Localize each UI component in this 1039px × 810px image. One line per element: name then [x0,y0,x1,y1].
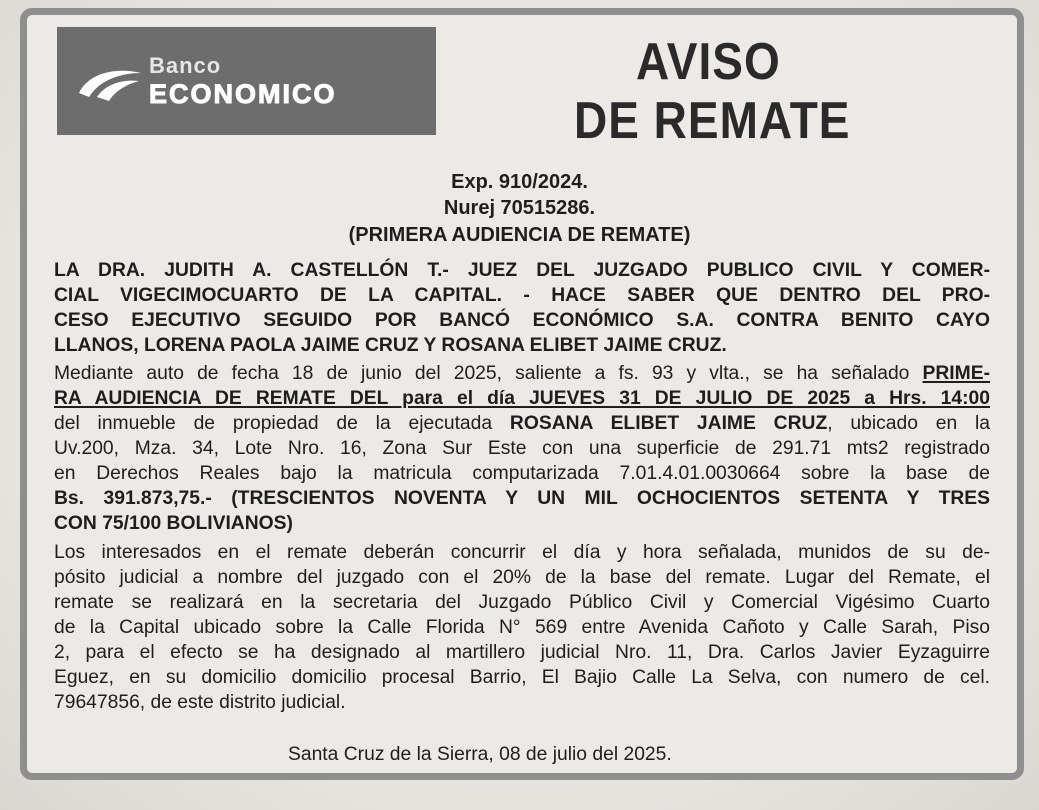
base-amount-line [54,486,990,511]
logo-text-economico: ECONOMICO [149,79,337,109]
auction-date-line: RA AUDIENCIA DE REMATE DEL para el día JUEVES 31 DE JULIO DE 2025 a Hrs. 14:00 [54,388,990,409]
auto-emphasis: PRIME- [922,363,990,384]
owner-name: ROSANA ELIBET JAIME CRUZ [509,413,828,434]
details-line: pósito judicial a nombre del juzgado con el 20% de la base del remate. Lugar del Remate, el [54,567,990,588]
place-date-signature: Santa Cruz de la Sierra, 08 de julio del 2025. [288,744,672,765]
title-aviso: AVISO [636,31,781,91]
base-amount: Bs. 391.873,75.- [54,488,232,509]
banco-economico-swoosh-icon [75,63,145,103]
base-amount-words: (TRESCIENTOS NOVENTA Y UN MIL OCHOCIENTOS SETENTA Y TRES [231,488,990,509]
auto-text: , ubicado en la [827,413,990,434]
auto-text: del inmueble de propiedad de la ejecutada [54,413,510,434]
details-line: 2, para el efecto se ha designado al martillero judicial Nro. 11, Dra. Carlos Javier Eyzaguirre [54,642,990,663]
auto-text: Mediante auto de fecha 18 de junio del 2025, saliente a fs. 93 y vlta., se ha señalado [54,363,923,384]
intro-line: CIAL VIGECIMOCUARTO DE LA CAPITAL. - HACE SABER QUE DENTRO DEL PRO- [54,285,990,306]
nurej-number: Nurej 70515286. [443,197,596,219]
audiencia-heading: (PRIMERA AUDIENCIA DE REMATE) [348,224,691,246]
logo-text-banco: Banco [149,53,222,78]
details-line: remate se realizará en la secretaria del Juzgado Público Civil y Comercial Vigésimo Cuarto [54,592,990,613]
auto-line: en Derechos Reales bajo la matricula computarizada 7.01.4.01.0030664 sobre la base de [54,463,990,484]
intro-line: CESO EJECUTIVO SEGUIDO POR BANCÓ ECONÓMICO S.A. CONTRA BENITO CAYO [54,310,990,331]
bank-logo [57,27,436,135]
auto-line: Uv.200, Mza. 34, Lote Nro. 16, Zona Sur Este con una superficie de 291.71 mts2 registrado [54,438,990,459]
details-line: Los interesados en el remate deberán concurrir el día y hora señalada, munidos de su de- [54,542,990,563]
details-line: Eguez, en su domicilio domicilio procesal Barrio, El Bajio Calle La Selva, con numero de cel. [54,667,990,688]
base-amount-line: CON 75/100 BOLIVIANOS) [54,513,293,534]
auto-line [54,411,990,436]
intro-line: LA DRA. JUDITH A. CASTELLÓN T.- JUEZ DEL JUZGADO PUBLICO CIVIL Y COMER- [54,260,990,281]
details-line: de la Capital ubicado sobre la Calle Florida N° 569 entre Avenida Cañoto y Calle Sarah, Piso [54,617,990,638]
expediente-number: Exp. 910/2024. [451,171,588,193]
auto-line [54,361,990,386]
title-de-remate: DE REMATE [574,90,851,150]
details-line: 79647856, de este distrito judicial. [54,692,346,713]
intro-line: LLANOS, LORENA PAOLA JAIME CRUZ Y ROSANA ELIBET JAIME CRUZ. [54,335,727,356]
